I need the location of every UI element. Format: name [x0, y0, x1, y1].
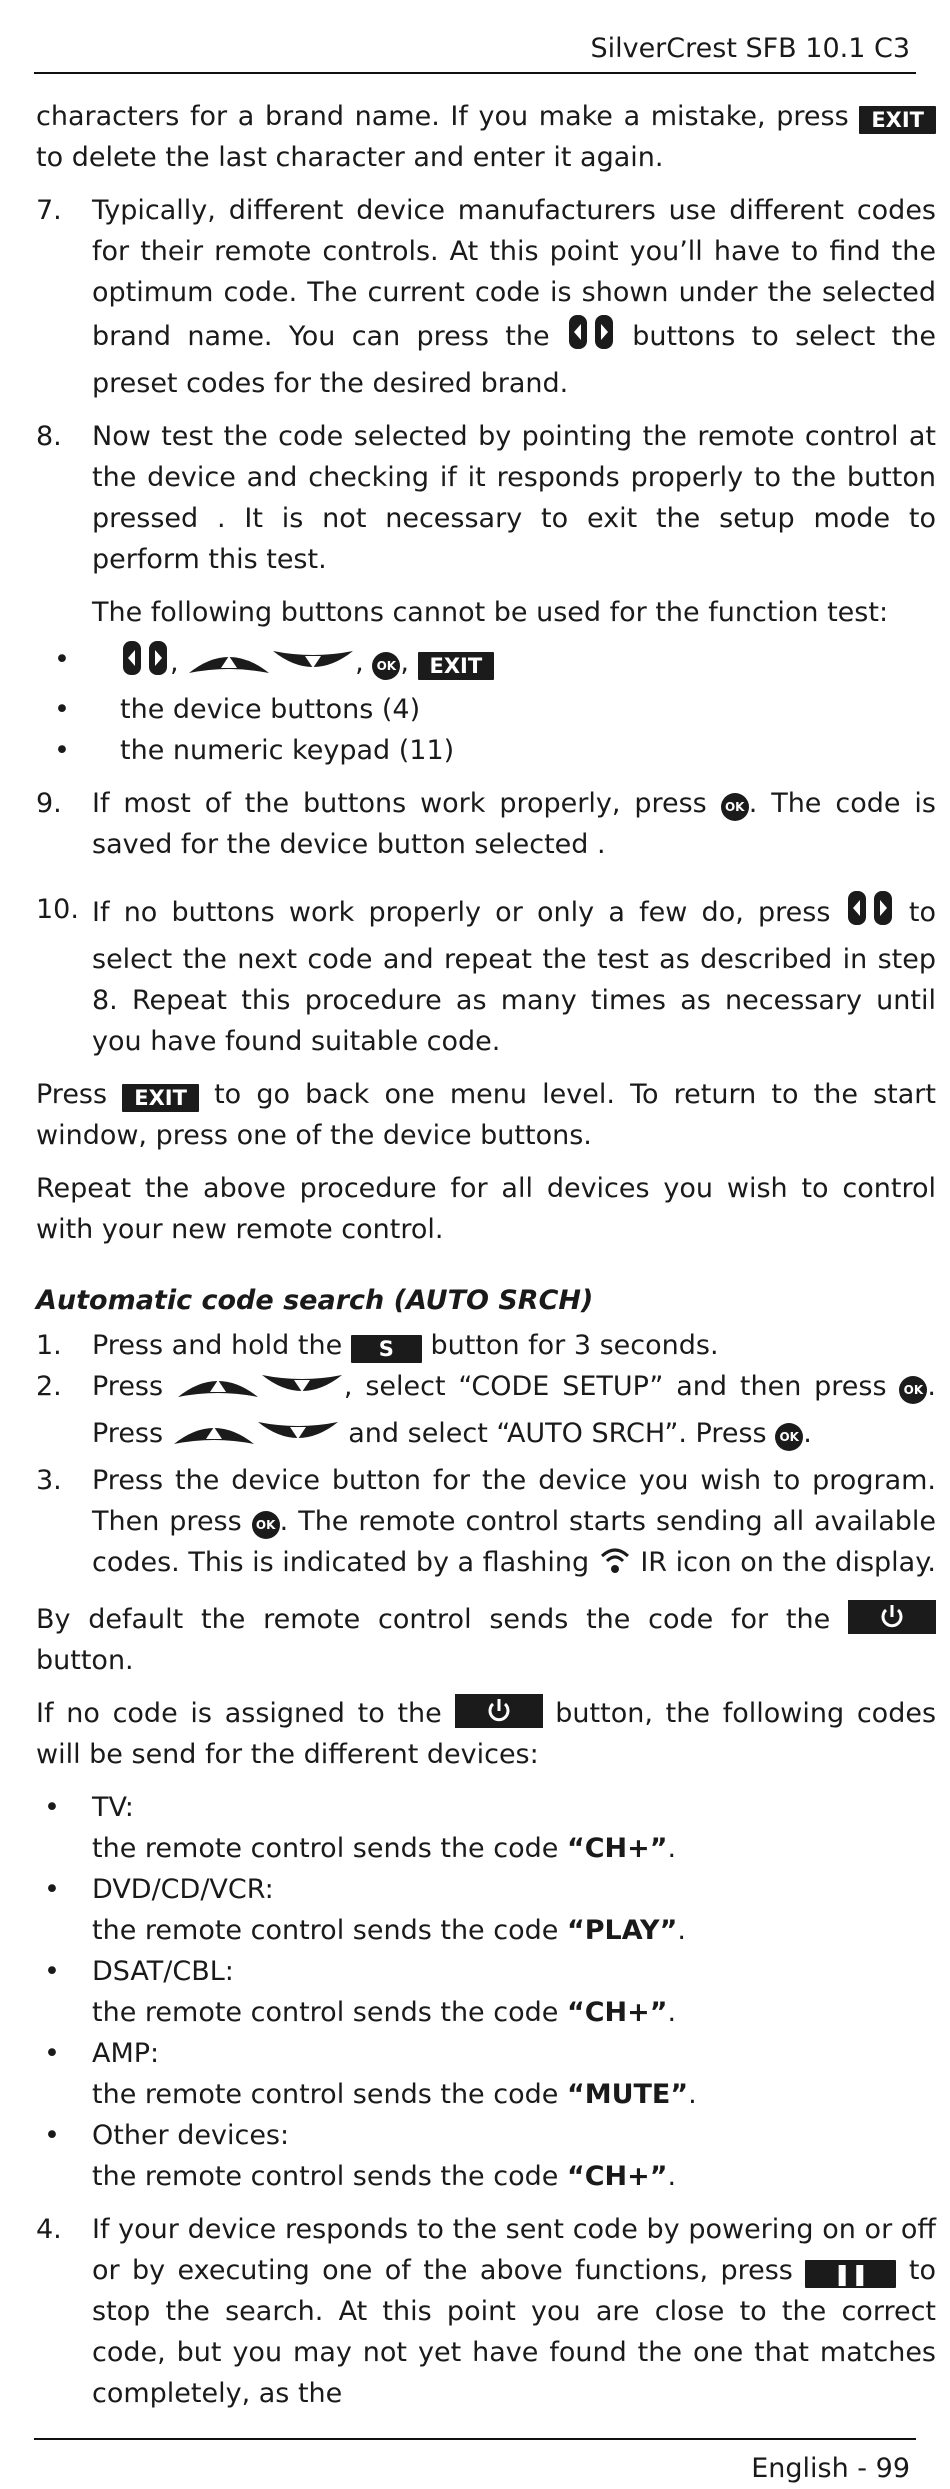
- down-arrow-icon: [271, 647, 355, 689]
- exit-button-icon: EXIT: [122, 1084, 199, 1112]
- device-name: TV:: [92, 1792, 134, 1823]
- s-button-icon: S: [351, 1335, 422, 1363]
- press-exit-text-a: Press: [36, 1079, 108, 1110]
- exit-button-icon: EXIT: [859, 106, 936, 134]
- list-item: the remote control sends the code “MUTE”.: [92, 2079, 697, 2110]
- bullet-device-buttons: the device buttons (4): [120, 694, 421, 725]
- down-arrow-icon: [260, 1371, 344, 1413]
- power-button-icon: [848, 1600, 936, 1634]
- list-item: • , , OK , EXIT: [36, 639, 936, 689]
- auto-step-3-text-b: . The remote control starts sending all available codes. This is indicated by a flashing: [92, 1506, 936, 1578]
- excluded-buttons-list: [36, 639, 936, 771]
- list-item: [36, 1951, 936, 1992]
- auto-step-3: [36, 1460, 936, 1587]
- no-code-text-b: button, the following codes will be send for the different devices:: [36, 1698, 937, 1770]
- intro-paragraph: [36, 96, 936, 178]
- power-button-icon: [455, 1694, 543, 1728]
- auto-step-2-text-e: .: [803, 1418, 812, 1449]
- ok-button-icon: OK: [372, 652, 400, 680]
- step-number: 1.: [36, 1330, 62, 1361]
- up-arrow-icon: [172, 1418, 256, 1460]
- default-paragraph: [36, 1599, 936, 1681]
- ok-button-icon: OK: [899, 1376, 927, 1404]
- auto-step-4-text-a: If your device responds to the sent code by powering on or off or by executing one of the above functions, press: [92, 2214, 936, 2286]
- page-number: English - 99: [751, 2453, 910, 2484]
- device-code: “CH+”: [566, 2161, 668, 2192]
- device-code: “PLAY”: [566, 1915, 678, 1946]
- list-item: [36, 2115, 936, 2156]
- auto-step-4: [36, 2209, 936, 2414]
- auto-step-3-text-c: IR icon on the display.: [640, 1547, 936, 1578]
- bullet-numeric-keypad: the numeric keypad (11): [120, 735, 455, 766]
- left-right-arrows-icon: [566, 313, 616, 363]
- ok-button-icon: OK: [721, 793, 749, 821]
- no-code-paragraph: [36, 1693, 936, 1775]
- auto-step-2: [36, 1366, 936, 1460]
- default-text-b: button.: [36, 1645, 134, 1676]
- up-arrow-icon: [176, 1371, 260, 1413]
- exit-button-icon: EXIT: [418, 652, 495, 680]
- device-name: DSAT/CBL:: [92, 1956, 234, 1987]
- page-header: [34, 28, 916, 74]
- step-7-text-b: buttons to select the preset codes for the desired brand.: [92, 321, 936, 399]
- sends-text: the remote control sends the code: [92, 1997, 559, 2028]
- step-10-text-a: If no buttons work properly or only a few do, press: [92, 897, 831, 928]
- step-7: [36, 190, 936, 404]
- up-arrow-icon: [187, 647, 271, 689]
- device-name: Other devices:: [92, 2120, 290, 2151]
- device-code: “CH+”: [566, 1997, 668, 2028]
- page-footer: [34, 2438, 916, 2484]
- device-code: “CH+”: [566, 1833, 668, 1864]
- intro-text-a: characters for a brand name. If you make a mistake, press: [36, 101, 849, 132]
- press-exit-paragraph: [36, 1074, 936, 1156]
- step-7-text-a: Typically, different device manufacturers use different codes for their remote controls. At this point you’ll have to find the optimum code. The current code is shown under the selected brand name. You can press the: [92, 195, 936, 352]
- step-number: 10.: [36, 894, 79, 925]
- auto-step-1-text-a: Press and hold the: [92, 1330, 343, 1361]
- down-arrow-icon: [256, 1418, 340, 1460]
- auto-step-1-text-b: button for 3 seconds.: [430, 1330, 719, 1361]
- section-title: Automatic code search (AUTO SRCH): [36, 1285, 594, 1316]
- step-number: 2.: [36, 1371, 62, 1402]
- step-10-text-b: to select the next code and repeat the test as described in step 8. Repeat this procedure as many times as necessary until you have found suitable code.: [92, 897, 936, 1057]
- ir-signal-icon: [598, 1545, 632, 1587]
- step-9: [36, 783, 936, 865]
- default-text-a: By default the remote control sends the code for the: [36, 1604, 831, 1635]
- step-number: 8.: [36, 421, 62, 452]
- device-code: “MUTE”: [566, 2079, 689, 2110]
- device-name: AMP:: [92, 2038, 160, 2069]
- step-number: 3.: [36, 1465, 62, 1496]
- list-item: [36, 730, 936, 771]
- intro-text-b: to delete the last character and enter it again.: [36, 142, 664, 173]
- auto-step-1: [36, 1325, 936, 1366]
- step-10: [36, 889, 936, 1062]
- page-content: [36, 96, 936, 2426]
- step-8: [36, 416, 936, 771]
- auto-step-4-text-b: to stop the search. At this point you are close to the correct code, but you may not yet have found the one that matches completely, as the: [92, 2255, 936, 2409]
- sends-text: the remote control sends the code: [92, 2161, 559, 2192]
- ok-button-icon: OK: [252, 1511, 280, 1539]
- step-number: 4.: [36, 2214, 62, 2245]
- list-item: the remote control sends the code “CH+”.: [92, 2161, 677, 2192]
- sends-text: the remote control sends the code: [92, 1915, 559, 1946]
- step-number: 7.: [36, 195, 62, 226]
- list-item: [36, 2033, 936, 2074]
- auto-step-2-text-c: . Press: [92, 1371, 936, 1449]
- sends-text: the remote control sends the code: [92, 1833, 559, 1864]
- ok-button-icon: OK: [775, 1423, 803, 1451]
- list-item: [36, 1869, 936, 1910]
- step-8-note: The following buttons cannot be used for the function test:: [92, 597, 889, 628]
- repeat-paragraph: Repeat the above procedure for all devices you wish to control with your new remote control.: [36, 1173, 936, 1245]
- step-9-text-b: . The code is saved for the device button selected .: [92, 788, 936, 860]
- list-item: the remote control sends the code “CH+”.: [92, 1997, 677, 2028]
- step-8-text: Now test the code selected by pointing the remote control at the device and checking if it responds properly to the button pressed . It is not necessary to exit the setup mode to perform this test.: [92, 421, 936, 575]
- step-9-text-a: If most of the buttons work properly, press: [92, 788, 707, 819]
- list-item: [36, 1787, 936, 1828]
- header-title: SilverCrest SFB 10.1 C3: [590, 33, 910, 64]
- press-exit-text-b: to go back one menu level. To return to the start window, press one of the device buttons.: [36, 1079, 936, 1151]
- list-item: [36, 689, 936, 730]
- no-code-text-a: If no code is assigned to the: [36, 1698, 442, 1729]
- auto-step-2-text-a: Press: [92, 1371, 164, 1402]
- left-right-arrows-icon: [120, 639, 170, 689]
- device-code-list: [36, 1787, 936, 2197]
- auto-step-2-text-d: and select “AUTO SRCH”. Press: [348, 1418, 767, 1449]
- auto-step-2-text-b: , select “CODE SETUP” and then press: [343, 1371, 887, 1402]
- device-name: DVD/CD/VCR:: [92, 1874, 274, 1905]
- step-number: 9.: [36, 788, 62, 819]
- sends-text: the remote control sends the code: [92, 2079, 559, 2110]
- list-item: the remote control sends the code “CH+”.: [92, 1833, 677, 1864]
- left-right-arrows-icon: [845, 889, 895, 939]
- auto-step-3-text-a: Press the device button for the device you wish to program. Then press: [92, 1465, 936, 1537]
- pause-button-icon: ❚❚: [805, 2260, 896, 2288]
- list-item: the remote control sends the code “PLAY”.: [92, 1915, 686, 1946]
